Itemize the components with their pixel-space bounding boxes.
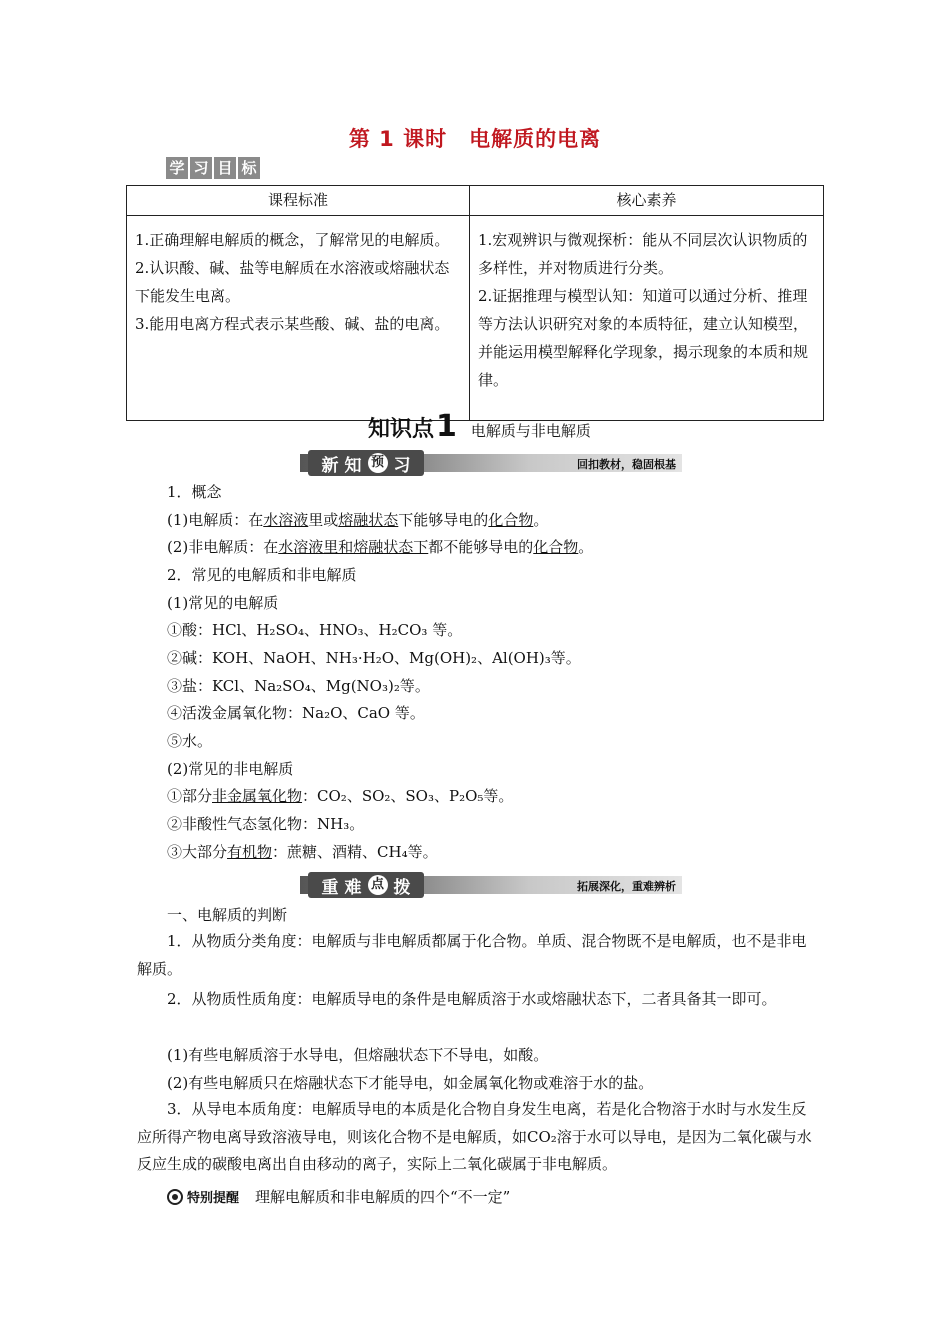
- curriculum-standard-cell: [127, 216, 470, 421]
- goals-table: [126, 185, 824, 421]
- nonmetal-oxide-line: [167, 786, 513, 806]
- common-heading: 2．常见的电解质和非电解质: [167, 566, 357, 584]
- standard-item: 3.能用电离方程式表示某些酸、碱、盐的电离。: [135, 315, 450, 333]
- oxide-line: ④活泼金属氧化物：Na₂O、CaO 等。: [167, 704, 425, 722]
- text: (2)非电解质：在: [167, 538, 279, 556]
- underlined-term: 非金属氧化物: [212, 787, 303, 805]
- text: (1)电解质：在: [167, 511, 264, 529]
- note-label: 特别提醒: [187, 1191, 240, 1206]
- knowledge-point-number: 1: [436, 409, 457, 444]
- judgment-heading: 一、电解质的判断: [167, 906, 288, 924]
- literacy-item: 1.宏观辨识与微观探析：能从不同层次认识物质的多样性，并对物质进行分类。: [478, 231, 808, 277]
- banner-char: 重: [321, 877, 339, 898]
- knowledge-point-heading: [368, 409, 591, 444]
- header-curriculum-standard: 课程标准: [127, 186, 470, 216]
- note-icon: [167, 1189, 183, 1205]
- property-item-1: (1)有些电解质溶于水导电，但熔融状态下不导电，如酸。: [167, 1046, 549, 1064]
- acid-line: ①酸：HCl、H₂SO₄、HNO₃、H₂CO₃ 等。: [167, 621, 463, 639]
- banner-circle-char: 点: [368, 875, 388, 895]
- text: ：CO₂、SO₂、SO₃、P₂O₅等。: [302, 787, 514, 805]
- common-nonelectrolytes-heading: (2)常见的非电解质: [167, 760, 294, 778]
- electrolyte-definition: [167, 510, 548, 530]
- property-item-2: (2)有些电解质只在熔融状态下才能导电，如金属氧化物或难溶于水的盐。: [167, 1074, 654, 1092]
- label-char: 标: [238, 157, 260, 179]
- text: ③大部分: [167, 843, 228, 861]
- banner-circle-char: 预: [368, 453, 388, 473]
- hydride-line: ②非酸性气态氢化物：NH₃。: [167, 815, 365, 833]
- banner-char: 知: [344, 455, 362, 476]
- underlined-term: 有机物: [227, 843, 273, 861]
- organic-line: [167, 842, 438, 862]
- underlined-term: 水溶液: [263, 511, 309, 529]
- core-literacy-cell: [470, 216, 824, 421]
- text: ：蔗糖、酒精、CH₄等。: [272, 843, 438, 861]
- text: 。: [533, 511, 549, 529]
- banner-char: 难: [344, 877, 362, 898]
- special-note: [167, 1186, 510, 1207]
- label-char: 目: [214, 157, 236, 179]
- label-char: 学: [166, 157, 188, 179]
- essence-paragraph: 3．从导电本质角度：电解质导电的本质是化合物自身发生电离，若是化合物溶于水时与水发生反应所得产物电离导致溶液导电，则该化合物不是电解质，如CO₂溶于水可以导电，是因为二氧化碳与水反应生成的碳酸电离出自由移动的离子，实际上二氧化碳属于非电解质。: [137, 1100, 812, 1173]
- standard-item: 1.正确理解电解质的概念，了解常见的电解质。: [135, 231, 450, 249]
- banner-char: 新: [321, 455, 339, 476]
- text: ①部分: [167, 787, 213, 805]
- text: 下能够导电的: [398, 511, 489, 529]
- learning-goals-label: [166, 157, 260, 179]
- property-paragraph: 2．从物质性质角度：电解质导电的条件是电解质溶于水或熔融状态下，二者具备其一即可。: [167, 990, 777, 1008]
- water-line: ⑤水。: [167, 732, 213, 750]
- underlined-term: 化合物: [488, 511, 534, 529]
- banner-char: 习: [393, 455, 411, 476]
- note-text: 理解电解质和非电解质的四个“不一定”: [255, 1188, 511, 1206]
- underlined-term: 化合物: [533, 538, 579, 556]
- banner-tagline: 拓展深化，重难辨析: [577, 880, 676, 893]
- standard-item: 2.认识酸、碱、盐等电解质在水溶液或熔融状态下能发生电离。: [135, 259, 450, 305]
- header-core-literacy: 核心素养: [470, 186, 824, 216]
- text: 里或: [308, 511, 339, 529]
- salt-line: ③盐：KCl、Na₂SO₄、Mg(NO₃)₂等。: [167, 677, 430, 695]
- page-title: 第 1 课时 电解质的电离: [348, 127, 602, 151]
- knowledge-point-topic: 电解质与非电解质: [470, 422, 591, 440]
- banner-title: [308, 450, 424, 476]
- preview-banner: [300, 450, 682, 476]
- banner-tagline: 回扣教材，稳固根基: [577, 458, 676, 471]
- literacy-item: 2.证据推理与模型认知：知道可以通过分析、推理等方法认识研究对象的本质特征，建立认知模型，并能运用模型解释化学现象，揭示现象的本质和规律。: [478, 287, 809, 389]
- nonelectrolyte-definition: [167, 537, 593, 557]
- underlined-term: 水溶液里和熔融状态下: [278, 538, 429, 556]
- classification-paragraph: 1．从物质分类角度：电解质与非电解质都属于化合物。单质、混合物既不是电解质，也不是非电解质。: [137, 932, 807, 978]
- concept-heading: 1．概念: [167, 483, 222, 501]
- banner-char: 拨: [393, 877, 411, 898]
- text: 都不能够导电的: [428, 538, 534, 556]
- label-char: 习: [190, 157, 212, 179]
- banner-title: [308, 872, 424, 898]
- knowledge-point-prefix: 知识点: [368, 417, 435, 442]
- text: 。: [578, 538, 594, 556]
- common-electrolytes-heading: (1)常见的电解质: [167, 594, 279, 612]
- key-points-banner: [300, 872, 682, 898]
- base-line: ②碱：KOH、NaOH、NH₃·H₂O、Mg(OH)₂、Al(OH)₃等。: [167, 649, 581, 667]
- underlined-term: 熔融状态: [338, 511, 399, 529]
